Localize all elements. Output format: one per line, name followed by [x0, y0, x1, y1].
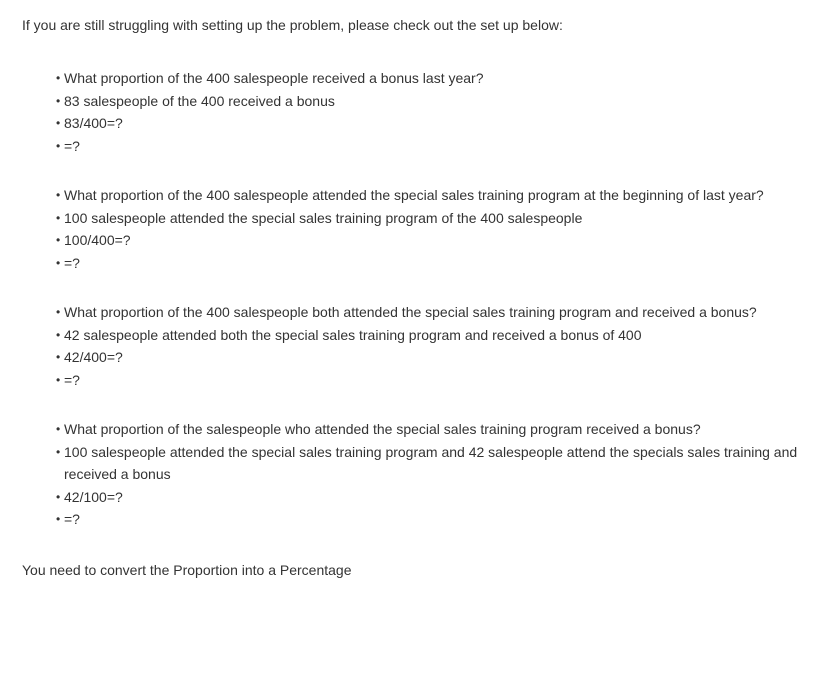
- setup-list-both: [56, 301, 810, 391]
- list-item: • 83/400=?: [56, 112, 810, 135]
- bullet-icon: •: [56, 350, 61, 364]
- intro-text: If you are still struggling with setting up the problem, please check out the set up below:: [22, 17, 563, 33]
- outro-text: You need to convert the Proportion into a Percentage: [22, 562, 352, 578]
- bullet-icon: •: [56, 327, 61, 342]
- bullet-icon: •: [56, 210, 61, 225]
- list-item: • =?: [56, 508, 810, 531]
- list-item: • 100 salespeople attended the special sales training program of the 400 salespeople: [56, 207, 810, 230]
- list-item: • =?: [56, 135, 810, 158]
- bullet-icon: •: [56, 233, 61, 247]
- setup-list-training: [56, 184, 810, 274]
- bullet-icon: •: [56, 372, 61, 387]
- bullet-icon: •: [56, 138, 61, 153]
- bullet-icon: •: [56, 93, 61, 108]
- list-item: • 83 salespeople of the 400 received a bonus: [56, 90, 810, 113]
- bullet-icon: •: [56, 444, 61, 459]
- list-item: • What proportion of the 400 salespeople received a bonus last year?: [56, 67, 810, 90]
- list-item: • =?: [56, 252, 810, 275]
- bullet-icon: •: [56, 116, 61, 130]
- list-item: • 42/400=?: [56, 346, 810, 369]
- bullet-icon: •: [56, 305, 61, 319]
- setup-list-conditional: [56, 418, 810, 531]
- list-item: • What proportion of the salespeople who attended the special sales training program received a bonus?: [56, 418, 810, 441]
- list-item: • 42 salespeople attended both the special sales training program and received a bonus of 400: [56, 324, 810, 347]
- bullet-icon: •: [56, 188, 61, 202]
- list-item: • 100/400=?: [56, 229, 810, 252]
- bullet-icon: •: [56, 71, 61, 85]
- list-item: • What proportion of the 400 salespeople both attended the special sales training program and received a bonus?: [56, 301, 810, 324]
- bullet-icon: •: [56, 489, 61, 504]
- list-item: • 42/100=?: [56, 486, 810, 509]
- bullet-icon: •: [56, 255, 61, 270]
- bullet-icon: •: [56, 422, 61, 436]
- list-item: • What proportion of the 400 salespeople attended the special sales training program at the beginning of last year?: [56, 184, 810, 207]
- bullet-icon: •: [56, 512, 61, 526]
- list-item: • =?: [56, 369, 810, 392]
- list-item: • 100 salespeople attended the special sales training program and 42 salespeople attend the specials sales training and received a bonus: [56, 441, 810, 486]
- setup-list-bonus: [56, 67, 810, 157]
